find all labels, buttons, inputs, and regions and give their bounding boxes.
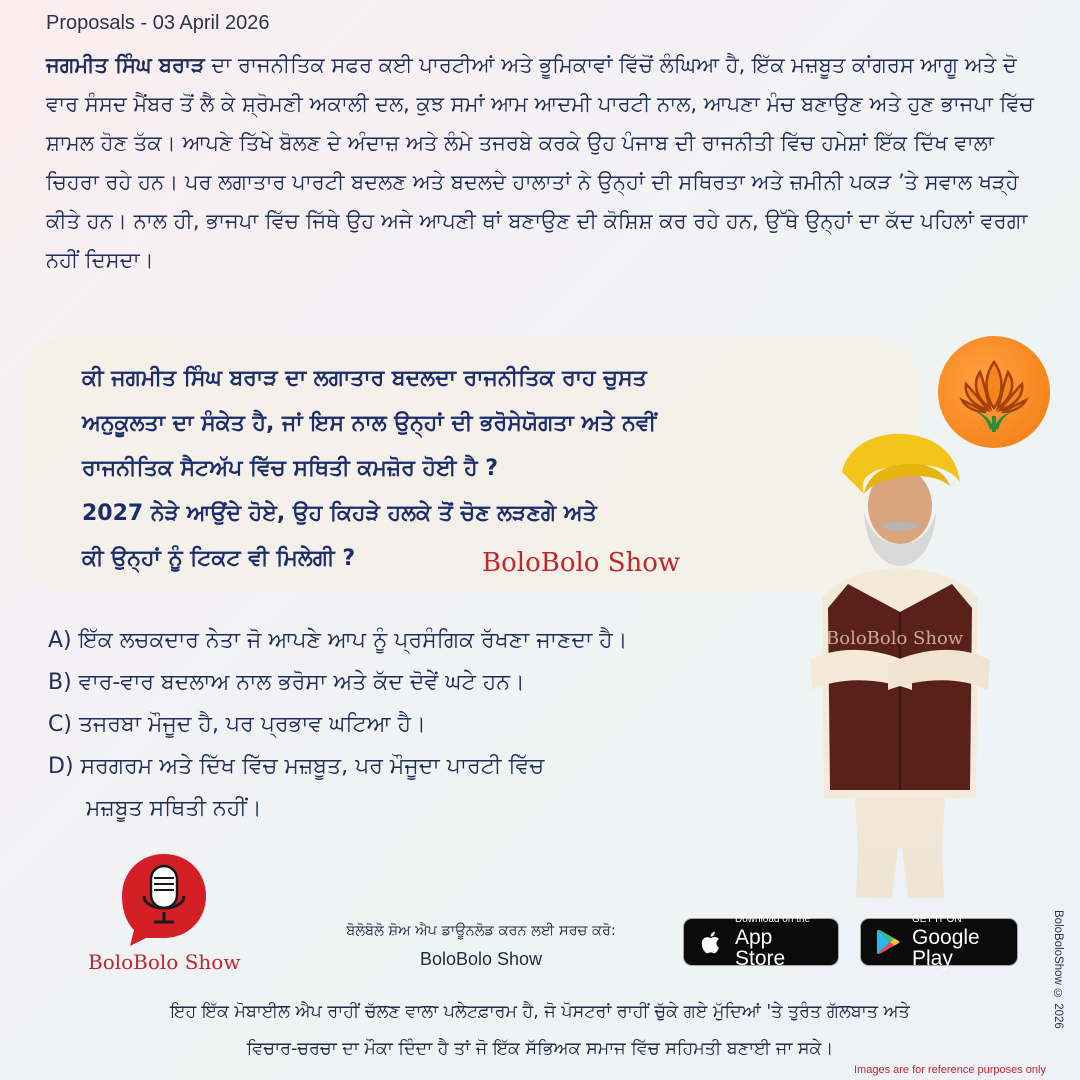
footer-description: [60, 994, 1020, 1068]
brand-name: BoloBolo Show: [88, 950, 241, 974]
bolobolo-watermark: BoloBolo Show: [482, 548, 681, 578]
question-line: ਕੀ ਉਨ੍ਹਾਂ ਨੂੰ ਟਿਕਟ ਵੀ ਮਿਲੇਗੀ ?: [82, 546, 356, 571]
googleplay-label: Google Play: [912, 926, 980, 970]
google-play-button[interactable]: [860, 914, 1018, 970]
option-b[interactable]: B) ਵਾਰ-ਵਾਰ ਬਦਲਾਅ ਨਾਲ ਭਰੋਸਾ ਅਤੇ ਕੱਦ ਦੋਵੇਂ ਘਟੇ ਹਨ।: [48, 670, 525, 695]
appstore-label: App Store: [735, 926, 786, 970]
option-d-continued[interactable]: ਮਜ਼ਬੂਤ ਸਥਿਤੀ ਨਹੀਂ।: [86, 796, 262, 821]
question-line: ਰਾਜਨੀਤਿਕ ਸੈਟਅੱਪ ਵਿੱਚ ਸਥਿਤੀ ਕਮਜ਼ੋਰ ਹੋਈ ਹੈ ?: [82, 456, 499, 481]
politician-photo: [800, 428, 1000, 900]
intro-paragraph: [46, 46, 1036, 280]
option-d[interactable]: D) ਸਰਗਰਮ ਅਤੇ ਦਿੱਖ ਵਿੱਚ ਮਜ਼ਬੂਤ, ਪਰ ਮੌਜੂਦਾ ਪਾਰਟੀ ਵਿੱਚ: [48, 754, 545, 779]
question-line: 2027 ਨੇੜੇ ਆਉਂਦੇ ਹੋਏ, ਉਹ ਕਿਹੜੇ ਹਲਕੇ ਤੋਂ ਚੋਣ ਲੜਣਗੇ ਅਤੇ: [82, 501, 597, 526]
search-instruction: ਬੋਲੋਬੋਲੋ ਸ਼ੋਅ ਐਪ ਡਾਊਨਲੋਡ ਕਰਨ ਲਈ ਸਰਚ ਕਰੋ:: [346, 923, 616, 939]
appstore-small-label: Download on the: [735, 914, 811, 925]
option-a[interactable]: A) ਇੱਕ ਲਚਕਦਾਰ ਨੇਤਾ ਜੋ ਆਪਣੇ ਆਪ ਨੂੰ ਪ੍ਰਸੰਗਿਕ ਰੱਖਣਾ ਜਾਣਦਾ ਹੈ।: [48, 628, 628, 653]
footer-line: ਇਹ ਇੱਕ ਮੋਬਾਈਲ ਐਪ ਰਾਹੀਂ ਚੱਲਣ ਵਾਲਾ ਪਲੇਟਫ਼ਾਰਮ ਹੈ, ਜੋ ਪੋਸਟਰਾਂ ਰਾਹੀਂ ਚੁੱਕੇ ਗਏ ਮੁੱਦਿਆਂ 'ਤੇ ਤੁਰੰਤ ਗੱਲਬਾਤ ਅਤੇ: [170, 1002, 910, 1022]
answer-options: [48, 620, 808, 830]
app-store-button[interactable]: [683, 914, 839, 970]
apple-icon: [696, 927, 726, 957]
google-play-icon: [873, 927, 903, 957]
intro-text: ਦਾ ਰਾਜਨੀਤਿਕ ਸਫਰ ਕਈ ਪਾਰਟੀਆਂ ਅਤੇ ਭੂਮਿਕਾਵਾਂ ਵਿੱਚੋਂ ਲੰਘਿਆ ਹੈ, ਇੱਕ ਮਜ਼ਬੂਤ ਕਾਂਗਰਸ ਆਗੂ ਅਤੇ ਦੋ ਵਾਰ ਸੰਸਦ ਮੈਂਬਰ ਤੋਂ ਲੈ ਕੇ ਸ਼੍ਰੋਮਣੀ ਅਕਾਲੀ ਦਲ, ਕੁਝ ਸਮਾਂ ਆਮ ਆਦਮੀ ਪਾਰਟੀ ਨਾਲ, ਆਪਣਾ ਮੰਚ ਬਣਾਉਣ ਅਤੇ ਹੁਣ ਭਾਜਪਾ ਵਿੱਚ ਸ਼ਾਮਲ ਹੋਣ ਤੱਕ। ਆਪਣੇ ਤਿੱਖੇ ਬੋਲਣ ਦੇ ਅੰਦਾਜ਼ ਅਤੇ ਲੰਮੇ ਤਜਰਬੇ ਕਰਕੇ ਉਹ ਪੰਜਾਬ ਦੀ ਰਾਜਨੀਤੀ ਵਿੱਚ ਹਮੇਸ਼ਾਂ ਇੱਕ ਦਿੱਖ ਵਾਲਾ ਚਿਹਰਾ ਰਹੇ ਹਨ। ਪਰ ਲਗਾਤਾਰ ਪਾਰਟੀ ਬਦਲਣ ਅਤੇ ਬਦਲਦੇ ਹਾਲਾਤਾਂ ਨੇ ਉਨ੍ਹਾਂ ਦੀ ਸਥਿਰਤਾ ਅਤੇ ਜ਼ਮੀਨੀ ਪਕੜ ’ਤੇ ਸਵਾਲ ਖੜ੍ਹੇ ਕੀਤੇ ਹਨ। ਨਾਲ ਹੀ, ਭਾਜਪਾ ਵਿੱਚ ਜਿੱਥੇ ਉਹ ਅਜੇ ਆਪਣੀ ਥਾਂ ਬਣਾਉਣ ਦੀ ਕੋਸ਼ਿਸ਼ ਕਰ ਰਹੇ ਹਨ, ਉੱਥੇ ਉਨ੍ਹਾਂ ਦਾ ਕੱਦ ਪਹਿਲਾਂ ਵਰਗਾ ਨਹੀਂ ਦਿਸਦਾ।: [46, 53, 1034, 272]
option-c[interactable]: C) ਤਜਰਬਾ ਮੌਜੂਦ ਹੈ, ਪਰ ਪ੍ਰਭਾਵ ਘਟਿਆ ਹੈ।: [48, 712, 426, 737]
search-term: BoloBolo Show: [419, 949, 543, 969]
googleplay-small-label: GET IT ON: [912, 914, 962, 925]
microphone-icon: [116, 850, 212, 946]
date-line: Proposals - 03 April 2026: [46, 12, 270, 34]
question-line: ਕੀ ਜਗਮੀਤ ਸਿੰਘ ਬਰਾੜ ਦਾ ਲਗਾਤਾਰ ਬਦਲਦਾ ਰਾਜਨੀਤਿਕ ਰਾਹ ਚੁਸਤ: [82, 366, 647, 391]
photo-watermark: BoloBolo Show: [826, 628, 964, 649]
footer-line: ਵਿਚਾਰ-ਚਰਚਾ ਦਾ ਮੌਕਾ ਦਿੰਦਾ ਹੈ ਤਾਂ ਜੋ ਇੱਕ ਸੱਭਿਅਕ ਸਮਾਜ ਵਿੱਚ ਸਹਿਮਤੀ ਬਣਾਈ ਜਾ ਸਕੇ।: [246, 1039, 834, 1059]
disclaimer: Images are for reference purposes only: [854, 1064, 1046, 1076]
question: [82, 356, 872, 581]
copyright: BoloBoloShow © 2026: [1052, 910, 1064, 1029]
politician-name: ਜਗਮੀਤ ਸਿੰਘ ਬਰਾੜ: [46, 53, 205, 77]
question-line: ਅਨੁਕੂਲਤਾ ਦਾ ਸੰਕੇਤ ਹੈ, ਜਾਂ ਇਸ ਨਾਲ ਉਨ੍ਹਾਂ ਦੀ ਭਰੋਸੇਯੋਗਤਾ ਅਤੇ ਨਵੀਂ: [82, 411, 657, 436]
app-search-prompt: [296, 920, 666, 970]
